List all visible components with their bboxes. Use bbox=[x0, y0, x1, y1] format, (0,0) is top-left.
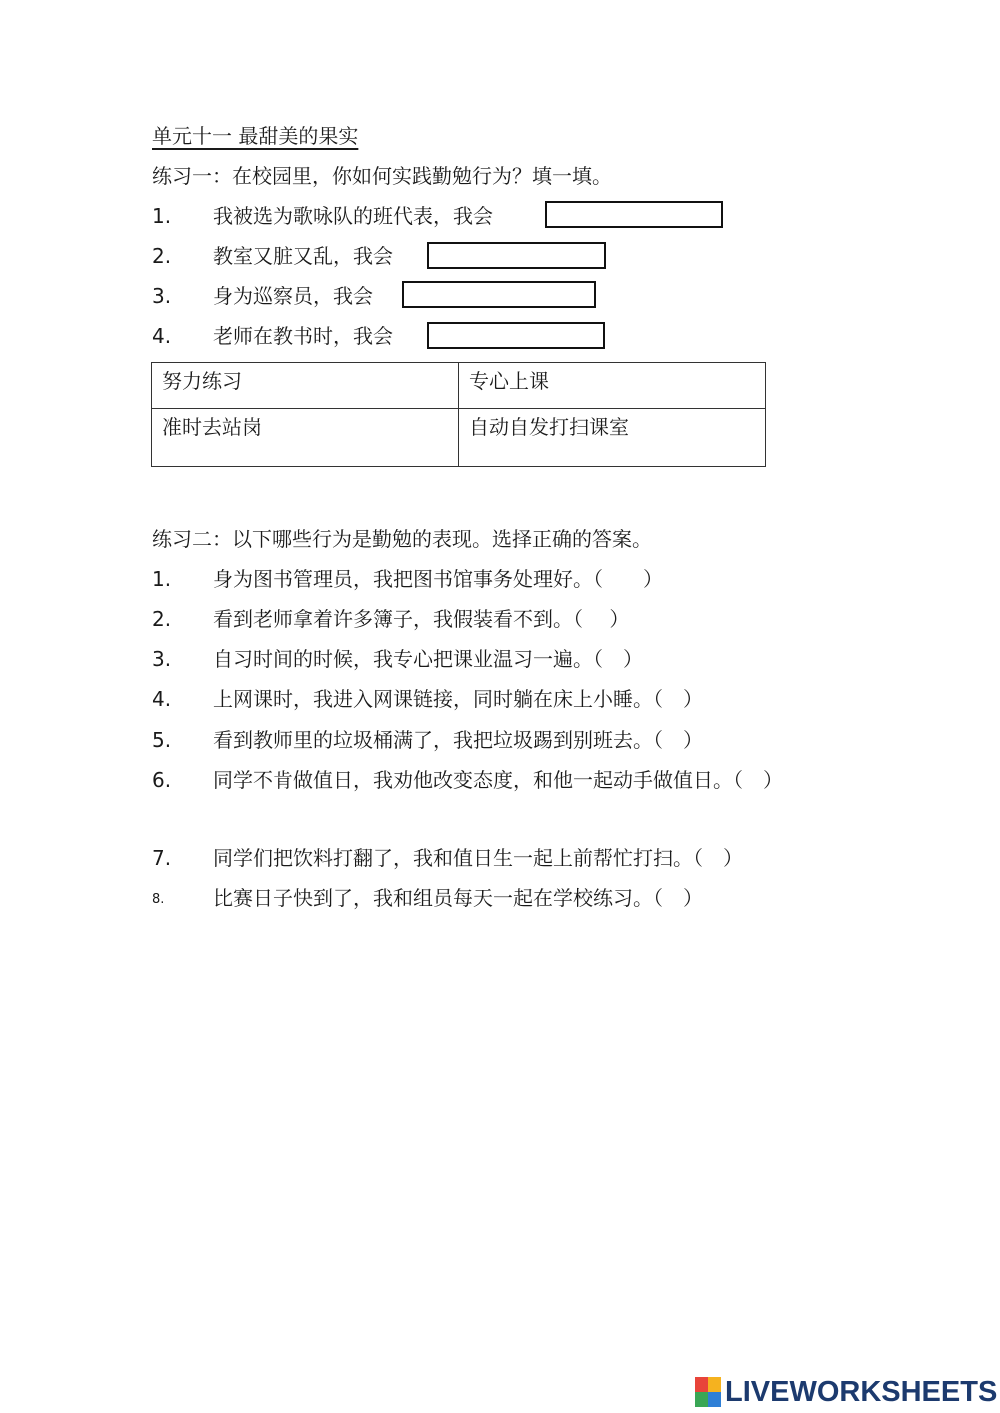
ex1-q4-text: 老师在教书时，我会 bbox=[213, 324, 393, 348]
ex2-q3-number: 3. bbox=[152, 647, 172, 671]
ex1-q2-answer-box[interactable] bbox=[427, 242, 606, 269]
ex1-q4-number: 4. bbox=[152, 324, 172, 348]
ex2-q1-text: 身为图书管理员，我把图书馆事务处理好。（ ） bbox=[213, 567, 663, 591]
ex2-q4-number: 4. bbox=[152, 687, 172, 711]
ex2-q8-text: 比赛日子快到了，我和组员每天一起在学校练习。（ ） bbox=[213, 886, 703, 910]
word-bank-cell: 自动自发打扫课室 bbox=[459, 409, 766, 467]
ex2-q3-text: 自习时间的时候，我专心把课业温习一遍。（ ） bbox=[213, 647, 643, 671]
logo-badge-square bbox=[695, 1392, 708, 1407]
ex2-q2-text: 看到老师拿着许多簿子，我假装看不到。（ ） bbox=[213, 607, 630, 631]
unit-title: 单元十一 最甜美的果实 bbox=[152, 124, 359, 148]
ex1-q3-number: 3. bbox=[152, 284, 172, 308]
ex2-q5-text: 看到教师里的垃圾桶满了，我把垃圾踢到别班去。（ ） bbox=[213, 728, 703, 752]
ex1-q1-number: 1. bbox=[152, 204, 172, 228]
logo-badge-square bbox=[708, 1392, 721, 1407]
word-bank-row bbox=[152, 363, 766, 409]
word-bank-row bbox=[152, 409, 766, 467]
ex2-q5-number: 5. bbox=[152, 728, 172, 752]
word-bank-table bbox=[151, 362, 766, 467]
logo-badge-icon bbox=[695, 1377, 721, 1407]
ex1-q1-text: 我被选为歌咏队的班代表，我会 bbox=[213, 204, 493, 228]
ex2-q1-number: 1. bbox=[152, 567, 172, 591]
ex1-q3-text: 身为巡察员，我会 bbox=[213, 284, 373, 308]
logo-badge-square bbox=[708, 1377, 721, 1392]
ex2-q7-number: 7. bbox=[152, 846, 172, 870]
word-bank-cell: 努力练习 bbox=[152, 363, 459, 409]
ex1-q2-text: 教室又脏又乱，我会 bbox=[213, 244, 393, 268]
ex1-q4-answer-box[interactable] bbox=[427, 322, 605, 349]
ex1-q1-answer-box[interactable] bbox=[545, 201, 723, 228]
ex2-q8-number: 8. bbox=[152, 892, 165, 907]
ex2-q2-number: 2. bbox=[152, 607, 172, 631]
logo-badge-square bbox=[695, 1377, 708, 1392]
exercise2-heading: 练习二：以下哪些行为是勤勉的表现。选择正确的答案。 bbox=[152, 527, 652, 551]
exercise1-heading: 练习一：在校园里，你如何实践勤勉行为？填一填。 bbox=[152, 164, 612, 188]
ex2-q7-text: 同学们把饮料打翻了，我和值日生一起上前帮忙打扫。（ ） bbox=[213, 846, 743, 870]
ex2-q4-text: 上网课时，我进入网课链接，同时躺在床上小睡。（ ） bbox=[213, 687, 703, 711]
ex1-q3-answer-box[interactable] bbox=[402, 281, 596, 308]
logo-text: LIVEWORKSHEETS bbox=[725, 1376, 998, 1408]
ex2-q6-text: 同学不肯做值日，我劝他改变态度，和他一起动手做值日。（ ） bbox=[213, 768, 783, 792]
ex1-q2-number: 2. bbox=[152, 244, 172, 268]
word-bank-cell: 专心上课 bbox=[459, 363, 766, 409]
word-bank-cell: 准时去站岗 bbox=[152, 409, 459, 467]
ex2-q6-number: 6. bbox=[152, 768, 172, 792]
